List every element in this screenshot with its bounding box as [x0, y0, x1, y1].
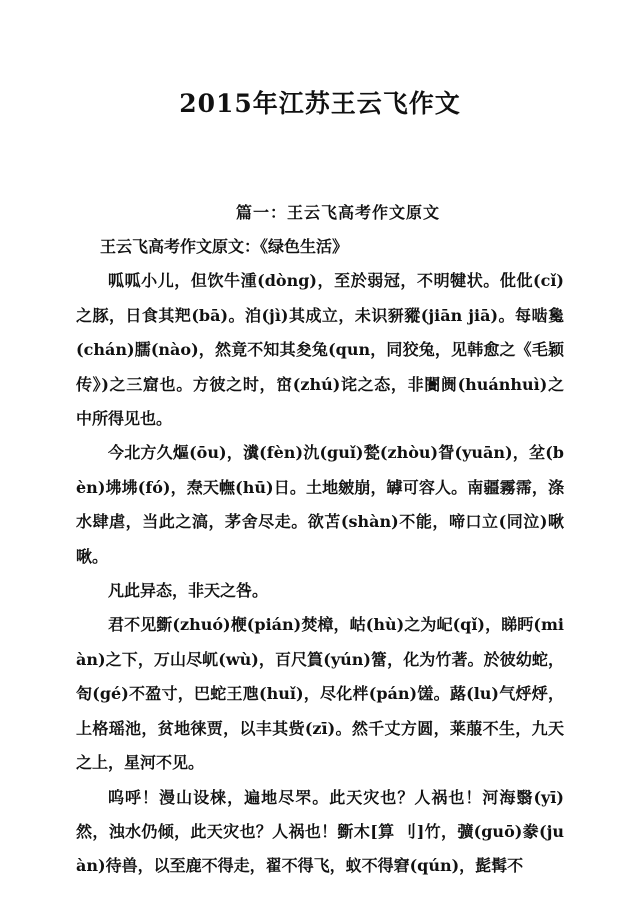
- paragraph-5: 呜呼！漫山设梾，遍地尽罘。此天灾也？人祸也！河海翳(yī)然，浊水仍倾，此天灾也？人祸也！斵木[算 刂]竹，彍(guō)豢(juàn)待兽，以至鹿不得走，翟不得飞，蚁不得窘(qún)，髭髯不: [76, 787, 564, 876]
- essay-intro-line: 王云飞高考作文原文：《绿色生活》: [100, 237, 349, 256]
- section-heading: 篇一：王云飞高考作文原文: [236, 203, 441, 222]
- paragraph-2: 今北方久熰(ōu)，瀵(fèn)氿(guǐ)甃(zhòu)眢(yuān)，坌(bèn)坲坲(fó)，焘天幠(hū)日。土地皴崩，罅可容人。南疆霧霈，涤水肆虐，当此之滈，茅舍尽走。欲苫(shàn)不能，啼口立(同泣)啾啾。: [76, 443, 564, 566]
- paragraph-1: 呱呱小儿，但饮牛湩(dòng)，至於弱冠，不明犍状。仳仳(cǐ)之豚，日食其羓(bā)。洎(jì)其成立，未识豜豵(jiān jiā)。每啮毚(chán)臑(nào)，然竟不知其夋兔(qun，同狡兔，见韩愈之《毛颖传》)之三窟也。方彼之时，窋(zhú)诧之态，非闠阓(huánhuì)之中所得见也。: [76, 271, 564, 429]
- document-body: [76, 230, 564, 884]
- paragraph-4: 君不见斵(zhuó)楩(pián)焚樟，岵(hù)之为屺(qǐ)，睇眄(miàn)之下，万山尽屼(wù)，百尺篔(yún)簹，化为竹著。於彼幼蛇，匌(gé)不盈寸，巴蛇王虺(huǐ)，尽化柈(pán)馐。蕗(lu)气烀烀，上格瑶池，贫地徕贾，以丰其赀(zī)。然千丈方圆，莱菔不生，九天之上，星河不见。: [76, 615, 564, 773]
- paragraph-3: 凡此异态，非天之咎。: [108, 581, 269, 601]
- document-title: 2015年江苏王云飞作文: [179, 89, 461, 118]
